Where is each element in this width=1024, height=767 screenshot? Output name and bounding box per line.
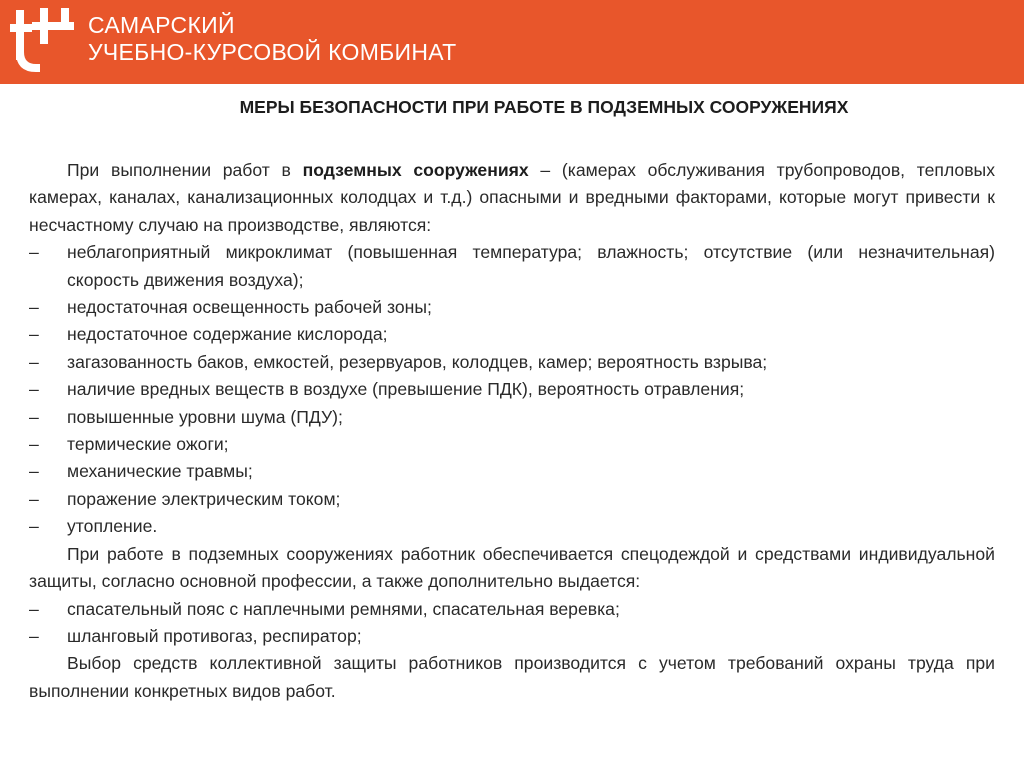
hazard-text: загазованность баков, емкостей, резервуаров, колодцев, камер; вероятность взрыва; <box>67 351 768 372</box>
brand-name <box>88 12 456 66</box>
dash-bullet: – <box>29 488 39 509</box>
hazard-item <box>29 321 995 348</box>
ppe-paragraph: При работе в подземных сооружениях работник обеспечивается спецодеждой и средствами индивидуальной защиты, согласно основной профессии, а также дополнительно выдается: <box>29 543 995 592</box>
dash-bullet: – <box>29 461 39 482</box>
hazard-item <box>29 431 995 458</box>
ppe-item <box>29 596 995 623</box>
dash-bullet: – <box>29 434 39 455</box>
ppe-list <box>29 596 995 651</box>
tt-plus-logo-icon <box>10 8 74 74</box>
hazard-text: недостаточное содержание кислорода; <box>67 324 388 345</box>
hazard-item <box>29 404 995 431</box>
hazard-text: повышенные уровни шума (ПДУ); <box>67 406 343 427</box>
hazard-text: недостаточная освещенность рабочей зоны; <box>67 297 432 318</box>
hazard-item <box>29 458 995 485</box>
intro-text-start: При выполнении работ в <box>67 160 303 180</box>
hazard-item <box>29 513 995 540</box>
hazard-item <box>29 376 995 403</box>
dash-bullet: – <box>29 625 39 646</box>
hazard-text: механические травмы; <box>67 461 253 482</box>
page-title: МЕРЫ БЕЗОПАСНОСТИ ПРИ РАБОТЕ В ПОДЗЕМНЫХ СООРУЖЕНИЯХ <box>239 97 849 117</box>
dash-bullet: – <box>29 351 39 372</box>
intro-bold-term: подземных сооружениях <box>302 160 529 180</box>
hazard-item <box>29 349 995 376</box>
dash-bullet: – <box>29 297 39 318</box>
hazard-item <box>29 486 995 513</box>
hazard-item <box>29 294 995 321</box>
header-bar <box>0 0 1024 84</box>
ppe-text: шланговый противогаз, респиратор; <box>67 625 362 646</box>
dash-bullet: – <box>29 379 39 400</box>
hazard-text: неблагоприятный микроклимат (повышенная температура; влажность; отсутствие (или незначительная) скорость движения воздуха); <box>67 242 995 290</box>
dash-bullet: – <box>29 516 39 537</box>
hazard-text: поражение электрическим током; <box>67 488 341 509</box>
brand-line-1: САМАРСКИЙ <box>88 12 235 38</box>
hazard-text: термические ожоги; <box>67 434 229 455</box>
dash-bullet: – <box>29 406 39 427</box>
closing-paragraph: Выбор средств коллективной защиты работников производится с учетом требований охраны труда при выполнении конкретных видов работ. <box>29 653 995 701</box>
hazard-list <box>29 239 995 540</box>
hazard-item <box>29 239 995 294</box>
dash-bullet: – <box>29 242 39 263</box>
ppe-text: спасательный пояс с наплечными ремнями, спасательная веревка; <box>67 598 620 619</box>
hazard-text: наличие вредных веществ в воздухе (превышение ПДК), вероятность отравления; <box>67 379 745 400</box>
dash-bullet: – <box>29 324 39 345</box>
intro-text-end: – (камерах обслуживания трубопроводов, тепловых камерах, каналах, канализационных колодцах и т.д.) опасными и вредными факторами, которые могут привести к несчастному случаю на производстве, являются: <box>29 160 995 235</box>
brand-line-2: УЧЕБНО-КУРСОВОЙ КОМБИНАТ <box>88 39 457 65</box>
content-body <box>29 157 995 705</box>
hazard-text: утопление. <box>67 516 158 537</box>
ppe-item <box>29 623 995 650</box>
dash-bullet: – <box>29 598 39 619</box>
intro-paragraph <box>29 157 995 239</box>
